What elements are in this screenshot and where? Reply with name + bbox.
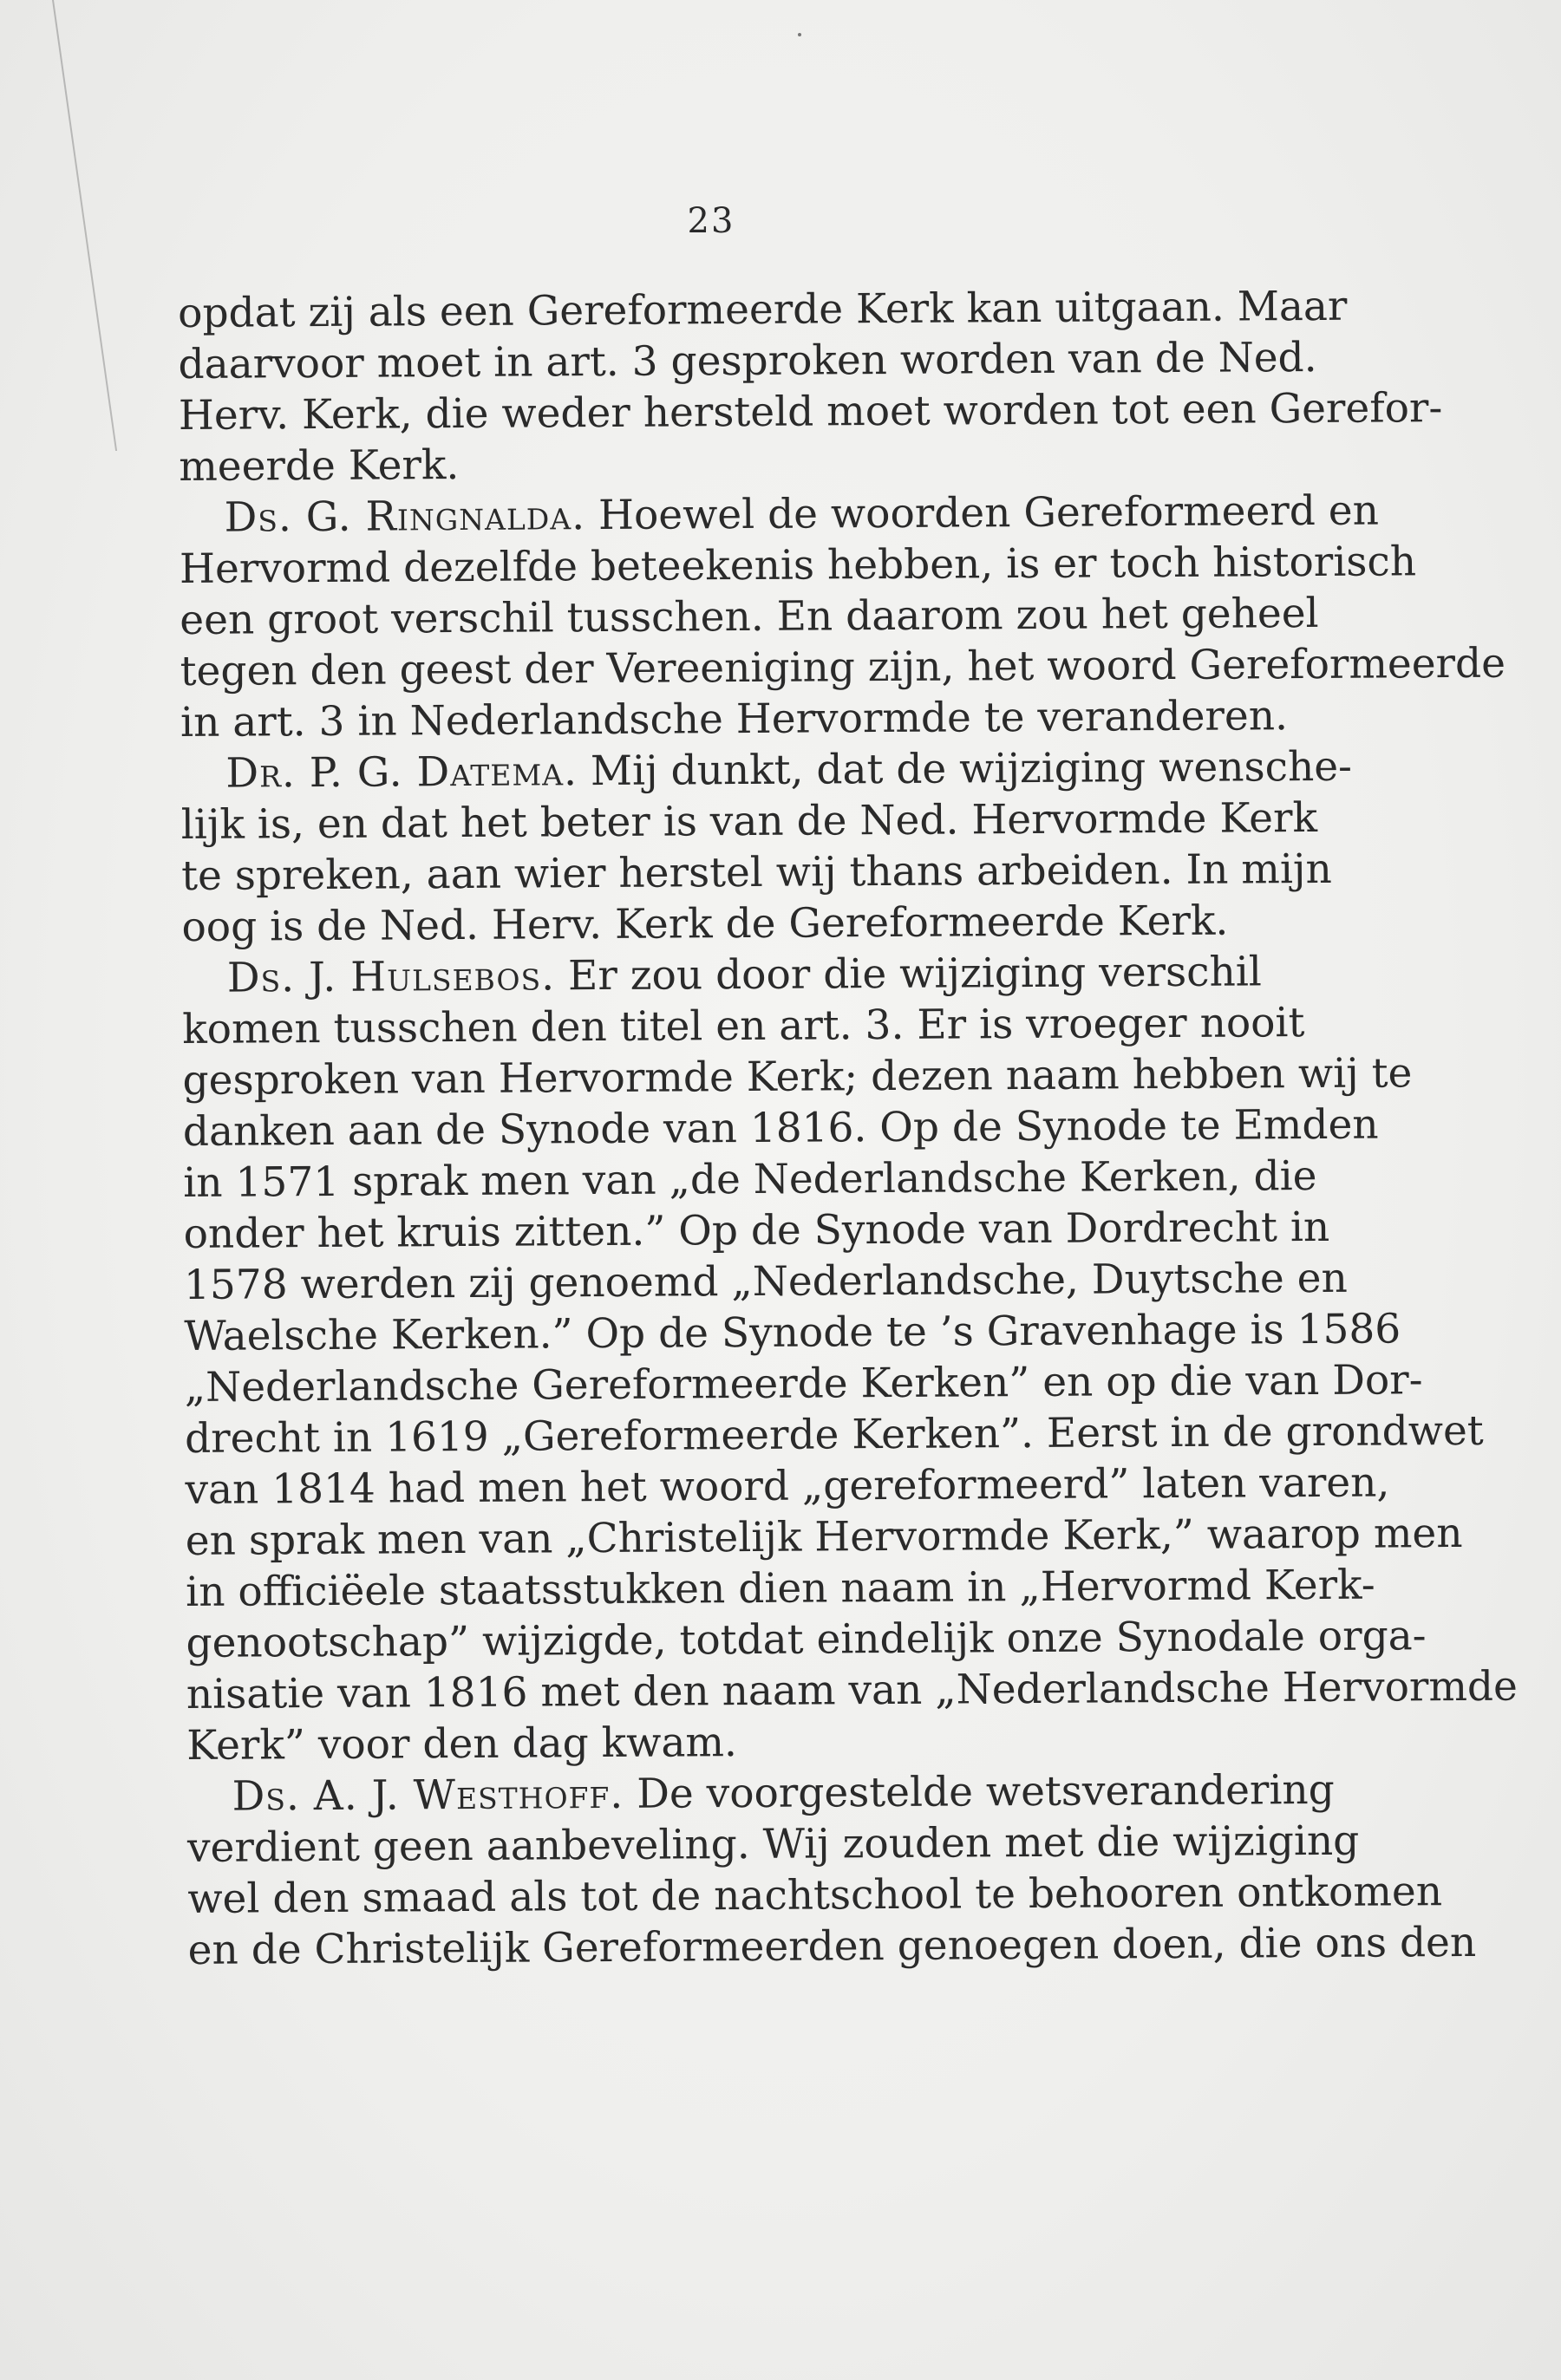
speaker-name: Ds. G. Ringnalda. [224, 492, 586, 542]
text-line: van 1814 had men het woord „gereformeerd” laten varen, [185, 1458, 1390, 1514]
text-line: danken aan de Synode van 1816. Op de Synode te Emden [182, 1100, 1379, 1156]
text-line: verdient geen aanbeveling. Wij zouden met die wijziging [186, 1816, 1360, 1872]
text-line: genootschap” wijzigde, totdat eindelijk onze Synodale orga- [186, 1612, 1427, 1667]
text-line: een groot verschil tusschen. En daarom zou het geheel [180, 589, 1319, 644]
page-number: 23 [687, 201, 735, 241]
paragraph-first-line [182, 946, 1262, 1004]
text-line: te spreken, aan wier herstel wij thans arbeiden. In mijn [180, 844, 1332, 900]
text-line: 1578 werden zij genoemd „Nederlandsche, Duytsche en [183, 1254, 1348, 1309]
text-line: in 1571 sprak men van „de Nederlandsche Kerken, die [183, 1151, 1317, 1207]
text-line: „Nederlandsche Gereformeerde Kerken” en op die van Dor- [184, 1356, 1423, 1412]
paragraph-first-line [180, 741, 1353, 799]
paragraph-first-line [179, 486, 1380, 544]
text-line: komen tusschen den titel en art. 3. Er is vroeger nooit [182, 999, 1305, 1053]
text-line: Waelsche Kerken.” Op de Synode te ’s Gravenhage is 1586 [184, 1305, 1401, 1360]
paper-speck [798, 33, 801, 36]
speech-text: De voorgestelde wetsverandering [637, 1765, 1335, 1818]
text-line: nisatie van 1816 met den naam van „Nederlandsche Hervormde [186, 1662, 1519, 1718]
paragraph-first-line [186, 1764, 1335, 1822]
text-line: en de Christelijk Gereformeerden genoegen doen, die ons den [187, 1918, 1477, 1974]
text-line: in art. 3 in Nederlandsche Hervormde te veranderen. [180, 692, 1289, 747]
text-line: Kerk” voor den dag kwam. [186, 1718, 738, 1770]
speaker-name: Dr. P. G. Datema. [225, 747, 578, 798]
body-text [178, 281, 1519, 1976]
speaker-name: Ds. J. Hulsebos. [226, 952, 556, 1002]
speech-text: Mij dunkt, dat de wijziging wensche- [590, 742, 1353, 796]
text-line: in officiëele staatsstukken dien naam in „Hervormd Kerk- [186, 1561, 1375, 1616]
page-edge-shadow [0, 0, 117, 451]
speech-text: Hoewel de woorden Gereformeerd en [598, 486, 1380, 540]
text-line: en sprak men van „Christelijk Hervormde Kerk,” waarop men [185, 1509, 1463, 1565]
text-line: oog is de Ned. Herv. Kerk de Gereformeerde Kerk. [181, 897, 1229, 951]
text-line: daarvoor moet in art. 3 gesproken worden van de Ned. [178, 333, 1317, 388]
text-line: opdat zij als een Gereformeerde Kerk kan uitgaan. Maar [178, 282, 1348, 337]
text-line: Hervormd dezelfde beteekenis hebben, is er toch historisch [179, 538, 1417, 593]
speaker-name: Ds. A. J. Westhoff. [232, 1770, 624, 1821]
text-line: gesproken van Hervormde Kerk; dezen naam hebben wij te [182, 1049, 1413, 1105]
speech-text: Er zou door die wijziging verschil [567, 948, 1262, 1001]
text-line: meerde Kerk. [179, 441, 460, 491]
text-line: lijk is, en dat het beter is van de Ned. Hervormde Kerk [180, 793, 1318, 849]
text-line: Herv. Kerk, die weder hersteld moet worden tot een Gerefor- [178, 384, 1443, 440]
text-line: tegen den geest der Vereeniging zijn, het woord Gereformeerde [180, 639, 1506, 695]
text-line: drecht in 1619 „Gereformeerde Kerken”. Eerst in de grondwet [184, 1406, 1484, 1463]
text-line: onder het kruis zitten.” Op de Synode van Dordrecht in [183, 1203, 1330, 1258]
text-line: wel den smaad als tot de nachtschool te behooren ontkomen [187, 1868, 1443, 1923]
